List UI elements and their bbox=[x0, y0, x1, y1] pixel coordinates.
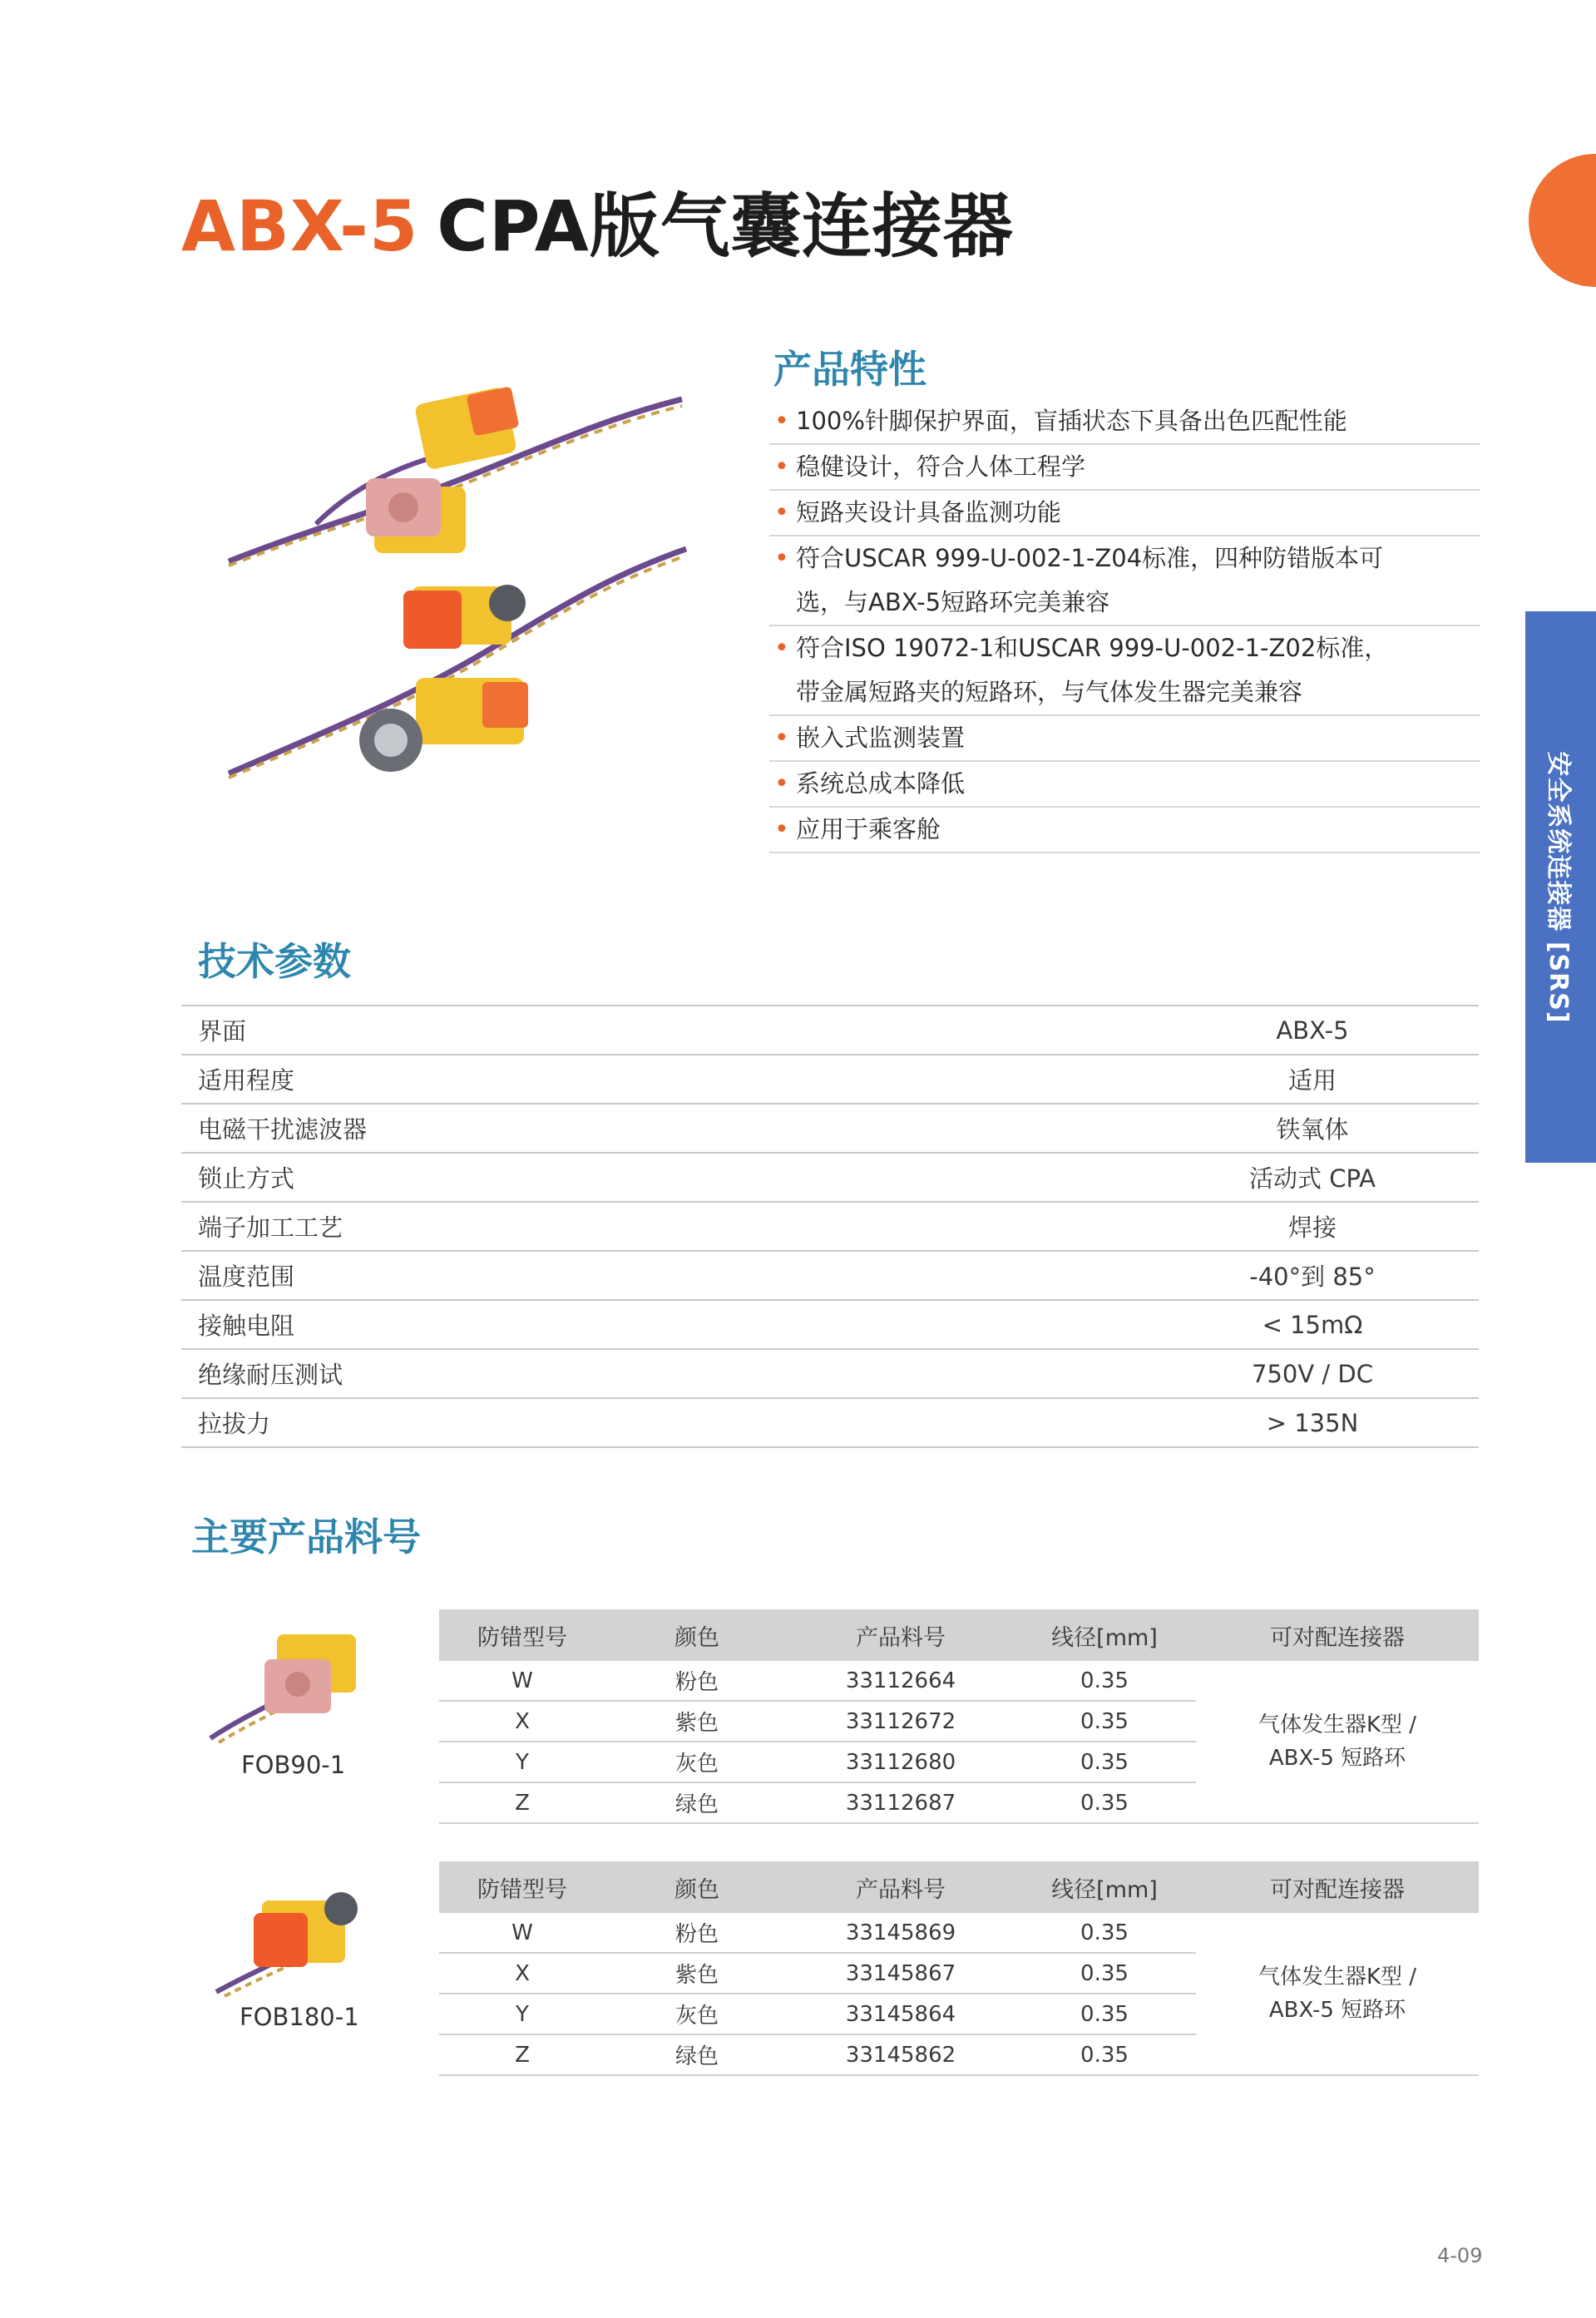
fob90-thumbnail bbox=[206, 1622, 364, 1747]
table-row: Y 灰色 33145864 0.35 bbox=[439, 1994, 1479, 2034]
feature-item: • 系统总成本降低 bbox=[769, 762, 1480, 808]
col-header: 可对配连接器 bbox=[1196, 1609, 1479, 1661]
table-row: Z 绿色 33145862 0.35 bbox=[439, 2034, 1479, 2075]
orange-circle-decoration bbox=[1529, 154, 1596, 287]
feature-item: • 短路夹设计具备监测功能 bbox=[769, 491, 1480, 536]
connector-pink bbox=[366, 478, 466, 553]
fob180-label: FOB180-1 bbox=[240, 2003, 359, 2031]
feature-item: • 稳健设计，符合人体工程学 bbox=[769, 445, 1480, 491]
bullet-icon: • bbox=[774, 544, 789, 573]
param-row: 绝缘耐压测试 750V / DC bbox=[181, 1350, 1479, 1399]
connector-yellow-top bbox=[414, 386, 520, 470]
table-row: X 紫色 33112672 0.35 bbox=[439, 1701, 1479, 1742]
table-row: Z 绿色 33112687 0.35 bbox=[439, 1782, 1479, 1823]
tech-params-heading: 技术参数 bbox=[198, 939, 351, 984]
fob90-label: FOB90-1 bbox=[241, 1751, 346, 1779]
bullet-icon: • bbox=[774, 634, 789, 663]
col-header: 防错型号 bbox=[439, 1861, 605, 1913]
col-header: 颜色 bbox=[605, 1609, 788, 1661]
col-header: 线径[mm] bbox=[1013, 1609, 1196, 1661]
feature-item: • 嵌入式监测装置 bbox=[769, 716, 1480, 762]
product-photo bbox=[225, 366, 690, 790]
feature-item: • 符合USCAR 999-U-002-1-Z04标准，四种防错版本可 选，与ABX-5短路环完美兼容 bbox=[769, 536, 1480, 626]
bullet-icon: • bbox=[774, 498, 789, 527]
feature-item: • 应用于乘客舱 bbox=[769, 808, 1480, 853]
col-header: 防错型号 bbox=[439, 1609, 605, 1661]
bullet-icon: • bbox=[774, 452, 789, 482]
title-model: ABX-5 bbox=[181, 185, 419, 267]
table-row: W 粉色 33112664 0.35 气体发生器K型 / ABX-5 短路环 bbox=[439, 1661, 1479, 1701]
bullet-icon: • bbox=[774, 724, 789, 753]
param-row: 锁止方式 活动式 CPA bbox=[181, 1154, 1479, 1203]
page-number: 4-09 bbox=[1437, 2244, 1483, 2267]
connector-grey bbox=[359, 678, 528, 772]
mating-connector: 气体发生器K型 / ABX-5 短路环 bbox=[1196, 1661, 1479, 1823]
col-header: 产品料号 bbox=[788, 1861, 1013, 1913]
mating-connector: 气体发生器K型 / ABX-5 短路环 bbox=[1196, 1913, 1479, 2075]
fob180-parts-table bbox=[439, 1861, 1479, 2076]
feature-item: • 符合ISO 19072-1和USCAR 999-U-002-1-Z02标准， 带金属短路夹的短路环，与气体发生器完美兼容 bbox=[769, 626, 1480, 716]
side-tab-label: 安全系统连接器 [SRS] bbox=[1543, 750, 1573, 1024]
param-row: 拉拔力 > 135N bbox=[181, 1399, 1479, 1448]
param-row: 端子加工工艺 焊接 bbox=[181, 1203, 1479, 1252]
title-product-name: CPA版气囊连接器 bbox=[437, 185, 1014, 267]
connector-orange bbox=[403, 585, 526, 649]
table-row: W 粉色 33145869 0.35 气体发生器K型 / ABX-5 短路环 bbox=[439, 1913, 1479, 1953]
features-heading: 产品特性 bbox=[773, 347, 926, 392]
col-header: 线径[mm] bbox=[1013, 1861, 1196, 1913]
col-header: 可对配连接器 bbox=[1196, 1861, 1479, 1913]
parts-heading: 主要产品料号 bbox=[191, 1515, 421, 1559]
table-row: Y 灰色 33112680 0.35 bbox=[439, 1742, 1479, 1782]
param-row: 电磁干扰滤波器 铁氧体 bbox=[181, 1105, 1479, 1154]
fob180-thumbnail bbox=[212, 1876, 370, 2000]
tech-params-table bbox=[181, 1005, 1479, 1448]
param-row: 适用程度 适用 bbox=[181, 1055, 1479, 1105]
bullet-icon: • bbox=[774, 769, 789, 798]
col-header: 颜色 bbox=[605, 1861, 788, 1913]
page-title bbox=[181, 171, 1014, 271]
fob90-parts-table bbox=[439, 1609, 1479, 1824]
table-row: X 紫色 33145867 0.35 bbox=[439, 1953, 1479, 1994]
bullet-icon: • bbox=[774, 407, 789, 436]
features-list bbox=[769, 399, 1480, 853]
side-category-tab bbox=[1525, 611, 1596, 1163]
feature-item: • 100%针脚保护界面，盲插状态下具备出色匹配性能 bbox=[769, 399, 1480, 445]
param-row: 温度范围 -40°到 85° bbox=[181, 1252, 1479, 1301]
param-row: 界面 ABX-5 bbox=[181, 1006, 1479, 1055]
col-header: 产品料号 bbox=[788, 1609, 1013, 1661]
bullet-icon: • bbox=[774, 815, 789, 844]
param-row: 接触电阻 < 15mΩ bbox=[181, 1301, 1479, 1350]
